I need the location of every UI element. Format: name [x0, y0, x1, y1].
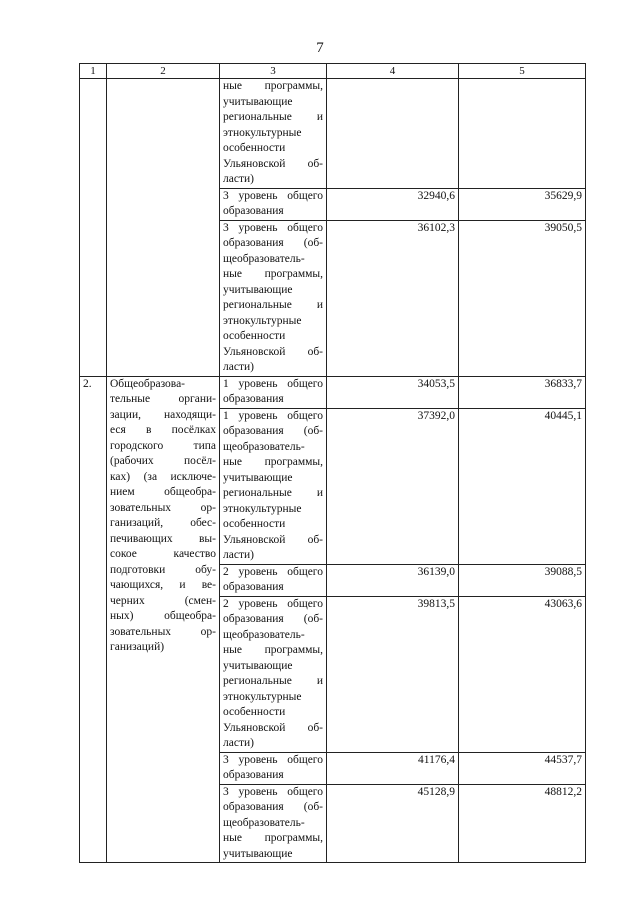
cell-text-line: 1 уровень общего — [223, 409, 323, 422]
cell-text-line: 3 уровень общего — [223, 221, 323, 234]
cell-text-line: 3 уровень общего — [223, 753, 323, 766]
value-cell-col5 — [459, 79, 586, 189]
cell-text-line: черних (смен- — [110, 594, 216, 607]
education-level-cell — [220, 784, 327, 863]
cell-text-line: ные программы, — [223, 832, 323, 844]
value-cell-col4: 45128,9 — [327, 784, 459, 863]
cell-text-line: образования — [223, 769, 284, 781]
cell-text-line: еся в посёлках — [110, 424, 216, 436]
row-number-cell — [80, 79, 107, 377]
education-level-cell — [220, 564, 327, 596]
cell-text-line: ные программы, — [223, 644, 323, 656]
education-level-cell — [220, 79, 327, 189]
cell-text-line: ные программы, — [223, 456, 323, 468]
cell-text-line: образования — [223, 393, 284, 405]
cell-text-line: ных) общеобра- — [110, 610, 216, 622]
cell-text-line: Ульяновской об- — [223, 533, 323, 546]
organization-type-cell — [107, 376, 220, 863]
education-level-cell — [220, 752, 327, 784]
tariff-table — [79, 63, 586, 863]
value-cell-col4: 36102,3 — [327, 220, 459, 376]
value-cell-col4: 37392,0 — [327, 408, 459, 564]
cell-text-line: зовательных ор- — [110, 625, 216, 638]
cell-text-line: щеобразователь- — [223, 252, 305, 265]
cell-text-line: подготовки обу- — [110, 563, 216, 576]
cell-text-line: нием общеобра- — [110, 486, 216, 498]
header-cell: 4 — [327, 64, 459, 79]
row-number-cell: 2. — [80, 376, 107, 863]
value-cell-col4: 39813,5 — [327, 596, 459, 752]
value-cell-col4: 34053,5 — [327, 376, 459, 408]
organization-type-cell — [107, 79, 220, 377]
cell-text-line: учитывающие — [223, 659, 293, 672]
header-cell: 1 — [80, 64, 107, 79]
cell-text-line: ласти) — [223, 173, 254, 185]
cell-text-line: Ульяновской об- — [223, 157, 323, 170]
cell-text-line: Ульяновской об- — [223, 345, 323, 358]
cell-text-line: щеобразователь- — [223, 816, 305, 829]
value-cell-col5: 36833,7 — [459, 376, 586, 408]
education-level-cell — [220, 220, 327, 376]
value-cell-col5: 48812,2 — [459, 784, 586, 863]
value-cell-col5: 35629,9 — [459, 188, 586, 220]
cell-text-line: 2 уровень общего — [223, 597, 323, 610]
table-row — [80, 376, 586, 408]
page-number: 7 — [316, 40, 324, 56]
value-cell-col4: 32940,6 — [327, 188, 459, 220]
cell-text-line: чающихся, и ве- — [110, 579, 216, 591]
cell-text-line: образования (об- — [223, 425, 323, 437]
cell-text-line: региональные и — [223, 111, 323, 123]
cell-text-line: ганизаций, обес- — [110, 517, 216, 529]
cell-text-line: особенности — [223, 706, 286, 718]
header-cell: 3 — [220, 64, 327, 79]
cell-text-line: сокое качество — [110, 548, 216, 560]
cell-text-line: ганизаций) — [110, 641, 165, 653]
value-cell-col4: 41176,4 — [327, 752, 459, 784]
cell-text-line: щеобразователь- — [223, 440, 305, 453]
cell-text-line: ные программы, — [223, 268, 323, 280]
cell-text-line: этнокультурные — [223, 690, 302, 703]
education-level-cell — [220, 596, 327, 752]
value-cell-col5: 39050,5 — [459, 220, 586, 376]
cell-text-line: 3 уровень общего — [223, 785, 323, 798]
education-level-cell — [220, 376, 327, 408]
cell-text-line: региональные и — [223, 487, 323, 499]
education-level-cell — [220, 188, 327, 220]
value-cell-col5: 40445,1 — [459, 408, 586, 564]
cell-text-line: образования (об- — [223, 801, 323, 813]
table-row — [80, 79, 586, 189]
cell-text-line: ласти) — [223, 361, 254, 373]
cell-text-line: тельные органи- — [110, 393, 216, 405]
cell-text-line: учитывающие — [223, 95, 293, 108]
cell-text-line: (рабочих посёл- — [110, 455, 216, 467]
cell-text-line: особенности — [223, 330, 286, 342]
education-level-cell — [220, 408, 327, 564]
cell-text-line: городского типа — [110, 439, 216, 452]
header-cell: 5 — [459, 64, 586, 79]
cell-text-line: образования (об- — [223, 613, 323, 625]
cell-text-line: образования — [223, 205, 284, 217]
cell-text-line: особенности — [223, 142, 286, 154]
cell-text-line: 2 уровень общего — [223, 565, 323, 578]
value-cell-col5: 39088,5 — [459, 564, 586, 596]
cell-text-line: Общеобразова- — [110, 377, 186, 390]
cell-text-line: ные программы, — [223, 80, 323, 92]
cell-text-line: этнокультурные — [223, 314, 302, 327]
table-header-row — [80, 64, 586, 79]
cell-text-line: учитывающие — [223, 471, 293, 484]
cell-text-line: региональные и — [223, 299, 323, 311]
cell-text-line: 1 уровень общего — [223, 377, 323, 390]
cell-text-line: ках) (за исключе- — [110, 470, 216, 483]
value-cell-col4: 36139,0 — [327, 564, 459, 596]
cell-text-line: учитывающие — [223, 847, 293, 860]
cell-text-line: образования — [223, 581, 284, 593]
cell-text-line: образования (об- — [223, 237, 323, 249]
cell-text-line: ласти) — [223, 549, 254, 561]
cell-text-line: этнокультурные — [223, 502, 302, 515]
cell-text-line: зовательных ор- — [110, 501, 216, 514]
cell-text-line: особенности — [223, 518, 286, 530]
cell-text-line: ласти) — [223, 737, 254, 749]
header-cell: 2 — [107, 64, 220, 79]
cell-text-line: учитывающие — [223, 283, 293, 296]
cell-text-line: Ульяновской об- — [223, 721, 323, 734]
value-cell-col5: 43063,6 — [459, 596, 586, 752]
cell-text-line: 3 уровень общего — [223, 189, 323, 202]
value-cell-col5: 44537,7 — [459, 752, 586, 784]
cell-text-line: печивающих вы- — [110, 532, 216, 545]
cell-text-line: региональные и — [223, 675, 323, 687]
value-cell-col4 — [327, 79, 459, 189]
cell-text-line: щеобразователь- — [223, 628, 305, 641]
cell-text-line: этнокультурные — [223, 126, 302, 139]
cell-text-line: зации, находящи- — [110, 408, 216, 421]
